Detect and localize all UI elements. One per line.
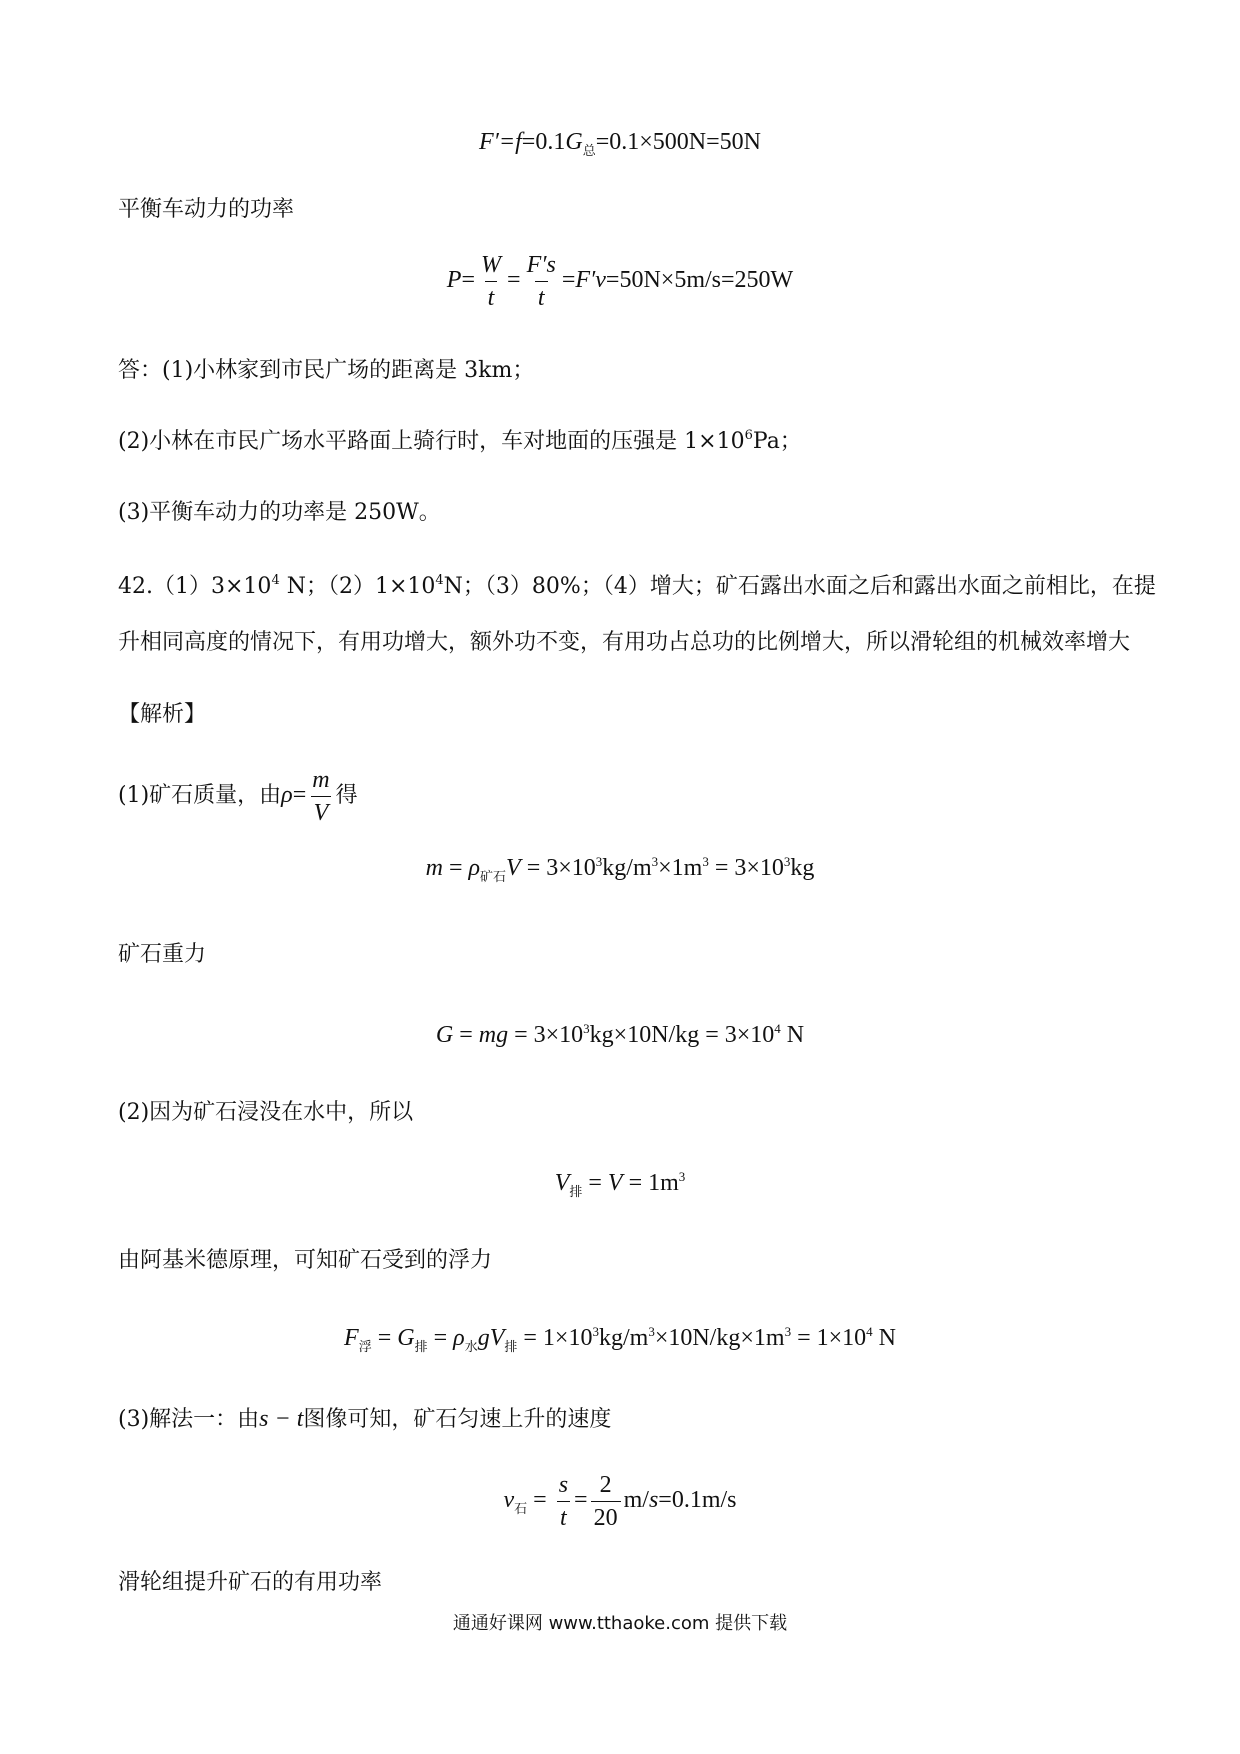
eq-var: ρ xyxy=(453,1325,465,1351)
eq-var: F′v xyxy=(575,267,606,293)
eq-subscript: 矿石 xyxy=(480,869,507,884)
eq-text: N xyxy=(780,1022,805,1048)
paragraph-useful-power-label: 滑轮组提升矿石的有用功率 xyxy=(118,1570,383,1595)
eq-text: = 1m xyxy=(622,1170,679,1196)
numerator: W xyxy=(481,251,502,278)
step-3-intro xyxy=(118,1404,611,1435)
step-1-intro xyxy=(118,765,358,827)
equation-buoyancy xyxy=(0,1323,1240,1353)
eq-text: = xyxy=(292,782,307,808)
eq-var: F xyxy=(344,1325,359,1351)
exponent: 4 xyxy=(774,1021,781,1036)
numerator: F′s xyxy=(526,251,556,278)
answer-text: (2)小林在市民广场水平路面上骑行时，车对地面的压强是 1×10 xyxy=(118,429,745,454)
eq-text: = xyxy=(427,1325,454,1351)
equation-gravity xyxy=(0,1020,1240,1050)
eq-text: = 3×10 xyxy=(520,855,596,881)
eq-text: = xyxy=(507,267,521,293)
page-footer: 通通好课网 www.tthaoke.com 提供下载 xyxy=(452,1613,788,1634)
eq-var: G xyxy=(565,129,583,155)
eq-var: g xyxy=(477,1325,490,1351)
answer-1: 答：(1)小林家到市民广场的距离是 3km； xyxy=(118,358,535,383)
numerator: 2 xyxy=(599,1471,612,1498)
exponent: 3 xyxy=(595,854,603,869)
exponent: 3 xyxy=(651,854,659,869)
q42-text: 3×10 xyxy=(211,574,272,599)
eq-var: G xyxy=(397,1325,415,1351)
eq-text: N xyxy=(872,1325,896,1351)
eq-text: =0.1m/s xyxy=(658,1487,737,1513)
eq-var: V xyxy=(607,1170,623,1196)
exponent: 4 xyxy=(271,573,280,588)
equation-power xyxy=(0,250,1240,312)
equation-resistance xyxy=(0,127,1240,157)
eq-text: = xyxy=(561,267,576,293)
eq-var: P xyxy=(446,267,462,293)
eq-var: V xyxy=(554,1170,570,1196)
eq-subscript: 排 xyxy=(414,1339,428,1354)
q42-text: N；（2）1×10 xyxy=(279,574,436,599)
equation-displaced-volume xyxy=(0,1168,1240,1198)
exponent: 3 xyxy=(678,1169,686,1184)
step-text: (3)解法一：由 xyxy=(118,1407,260,1432)
fraction-m-v xyxy=(309,766,332,827)
eq-subscript: 石 xyxy=(514,1501,528,1516)
eq-text: kg×10N/kg = 3×10 xyxy=(589,1022,775,1048)
question-42-line-1 xyxy=(118,572,1156,602)
eq-var: V xyxy=(506,855,521,881)
eq-text: =0.1×500N=50N xyxy=(595,129,761,155)
q42-text: 42.（1） xyxy=(118,574,211,599)
exponent: 3 xyxy=(583,1021,590,1036)
eq-var: v xyxy=(503,1487,515,1513)
eq-text: = xyxy=(442,855,469,881)
eq-var: s xyxy=(648,1487,659,1513)
answer-2 xyxy=(118,427,802,457)
eq-var: V xyxy=(489,1325,505,1351)
eq-text: = xyxy=(582,1170,608,1196)
step-text: 图像可知，矿石匀速上升的速度 xyxy=(303,1407,612,1432)
exponent: 3 xyxy=(592,1324,599,1339)
eq-var: G xyxy=(435,1022,454,1048)
eq-text: = xyxy=(371,1325,398,1351)
eq-text: ×1m xyxy=(658,855,703,881)
eq-text: m/ xyxy=(623,1487,649,1513)
fraction-2-20 xyxy=(591,1471,621,1532)
eq-var: ρ xyxy=(468,855,481,881)
exponent: 3 xyxy=(702,854,709,869)
equation-mass xyxy=(0,853,1240,883)
eq-var: f xyxy=(515,129,522,155)
eq-text: =0.1 xyxy=(521,129,566,155)
eq-subscript: 排 xyxy=(569,1184,583,1199)
fraction-w-t xyxy=(478,251,504,312)
eq-text: = 3×10 xyxy=(508,1022,584,1048)
eq-text: kg/m xyxy=(598,1325,649,1351)
denominator: t xyxy=(557,1501,570,1532)
eq-var: m xyxy=(425,855,443,881)
q42-text: N；（3）80%；（4）增大；矿石露出水面之后和露出水面之前相比，在提 xyxy=(443,574,1156,599)
eq-subscript: 浮 xyxy=(358,1339,372,1354)
numerator: m xyxy=(312,766,330,793)
eq-subscript: 总 xyxy=(582,143,596,158)
analysis-heading: 【解析】 xyxy=(118,702,207,727)
eq-text: = 3×10 xyxy=(708,855,784,881)
eq-text: ×10N/kg×1m xyxy=(654,1325,785,1351)
eq-var: mg xyxy=(478,1022,509,1048)
exponent: 3 xyxy=(784,1324,792,1339)
exponent: 6 xyxy=(744,428,753,443)
eq-var: s − t xyxy=(259,1406,304,1432)
eq-text: =50N×5m/s=250W xyxy=(605,267,794,293)
denominator: V xyxy=(311,796,332,827)
exponent: 3 xyxy=(783,854,791,869)
eq-subscript: 水 xyxy=(464,1339,478,1354)
eq-text: kg/m xyxy=(602,855,652,881)
eq-text: = xyxy=(453,1022,479,1048)
numerator: s xyxy=(558,1471,569,1498)
eq-text: = xyxy=(461,267,476,293)
question-42-line-2: 升相同高度的情况下，有用功增大，额外功不变，有用功占总功的比例增大，所以滑轮组的机械效率增大 xyxy=(118,630,1131,655)
step-text: (1)矿石质量，由 xyxy=(118,783,282,808)
eq-subscript: 排 xyxy=(504,1339,518,1354)
eq-text: = 1×10 xyxy=(517,1325,593,1351)
fraction-fs-t xyxy=(524,251,559,312)
paragraph-power-label: 平衡车动力的功率 xyxy=(118,197,295,222)
exponent: 3 xyxy=(648,1324,655,1339)
denominator: t xyxy=(535,281,548,312)
step-2-intro: (2)因为矿石浸没在水中，所以 xyxy=(118,1100,414,1125)
answer-3: (3)平衡车动力的功率是 250W。 xyxy=(118,500,441,525)
exponent: 4 xyxy=(866,1324,873,1339)
denominator: t xyxy=(485,281,498,312)
eq-var: ρ xyxy=(281,782,293,808)
denominator: 20 xyxy=(591,1501,621,1532)
eq-text: F′= xyxy=(479,129,516,155)
eq-text: = 1×10 xyxy=(791,1325,867,1351)
paragraph-buoyancy-label: 由阿基米德原理，可知矿石受到的浮力 xyxy=(118,1248,493,1273)
paragraph-gravity-label: 矿石重力 xyxy=(118,942,207,967)
answer-text: Pa； xyxy=(752,429,802,454)
step-text: 得 xyxy=(335,783,358,808)
eq-text: kg xyxy=(790,855,815,881)
equation-speed xyxy=(0,1470,1240,1532)
exponent: 4 xyxy=(435,573,444,588)
eq-text: = xyxy=(574,1487,588,1513)
eq-text: = xyxy=(527,1487,553,1513)
fraction-s-t xyxy=(556,1471,571,1532)
